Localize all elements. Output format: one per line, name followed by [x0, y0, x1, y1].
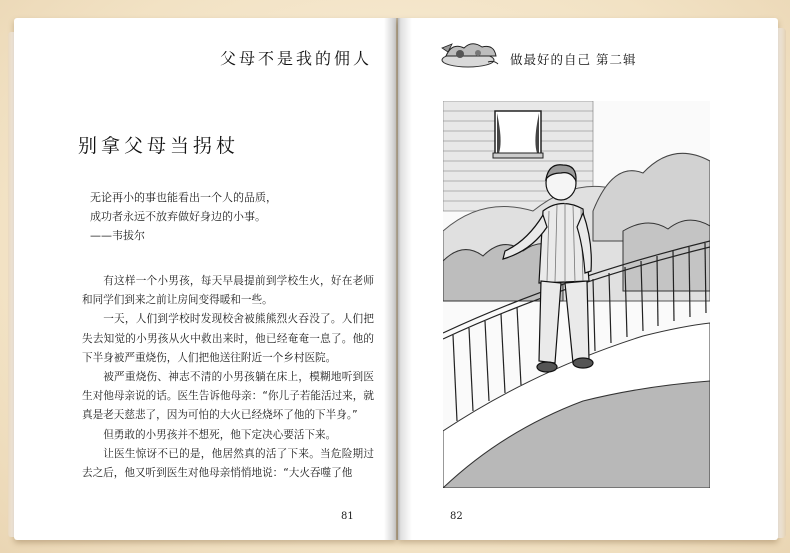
left-page — [14, 18, 396, 540]
paragraph: 一天，人们到学校时发现校舍被熊熊烈火吞没了。人们把失去知觉的小男孩从火中救出来时，他已经奄奄一息了。他的下半身被严重烧伤，人们把他送往附近一个乡村医院。 — [82, 313, 374, 364]
epigraph-line: 成功者永远不放弃做好身边的小事。 — [90, 210, 266, 223]
paragraph: 被严重烧伤、神志不清的小男孩躺在床上，模糊地听到医生对他母亲说的话。医生告诉他母亲：“你儿子若能活过来，就真是老天慈悲了，因为可怕的大火已经烧坏了他的下半身。” — [82, 371, 374, 422]
paragraph: 有这样一个小男孩，每天早晨提前到学校生火，好在老师和同学们到来之前让房间变得暖和一些。 — [82, 275, 374, 307]
paragraph: 让医生惊讶不已的是，他居然真的活了下来。当危险期过去之后，他又听到医生对他母亲悄悄地说：“大火吞噬了他 — [82, 447, 374, 480]
window — [493, 111, 543, 158]
running-head-left: 父母不是我的佣人 — [219, 49, 372, 68]
running-head-right: 做最好的自己 第二辑 — [510, 52, 637, 67]
body-text — [82, 272, 374, 483]
page-number-right: 82 — [450, 511, 463, 522]
epigraph-attribution: ——韦拔尔 — [90, 229, 145, 242]
paragraph: 但勇敢的小男孩并不想死，他下定决心要活下来。 — [103, 428, 337, 441]
page-number-left: 81 — [341, 511, 354, 522]
chapter-title: 别拿父母当拐杖 — [78, 135, 240, 157]
epigraph — [90, 188, 360, 245]
epigraph-line: 无论再小的事也能看出一个人的品质， — [90, 191, 277, 204]
boy-walking-illustration-icon — [443, 101, 710, 488]
book-spine-gutter — [384, 18, 412, 540]
right-page — [398, 18, 778, 540]
open-book — [14, 18, 778, 542]
header-ornament-icon — [438, 38, 506, 72]
